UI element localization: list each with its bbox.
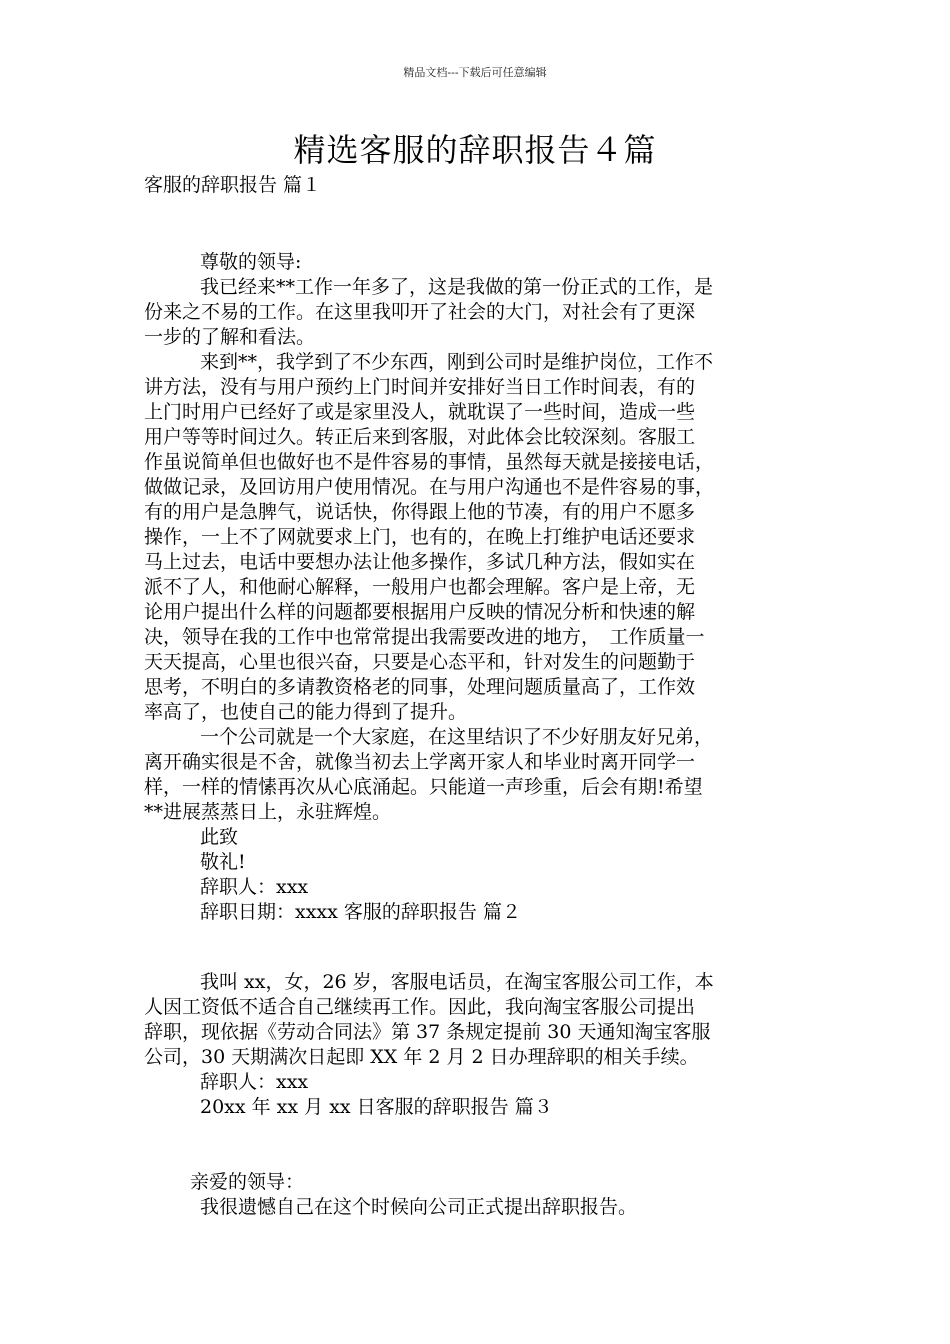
section-1 [144, 173, 824, 198]
paragraph-line: 有的用户是急脾气，说话快，你得跟上他的节凑，有的用户不愿多 [144, 501, 696, 523]
section-1-body [144, 250, 824, 925]
salutation: 尊敬的领导: [200, 251, 302, 273]
paragraph-line: 我已经来**工作一年多了，这是我做的第一份正式的工作，是 [200, 276, 714, 298]
paragraph-line: **进展蒸蒸日上，永驻辉煌。 [144, 801, 392, 823]
paragraph-line: 派不了人，和他耐心解释，一般用户也都会理解。客户是上帝，无 [144, 576, 696, 598]
paragraph-line: 一步的了解和看法。 [144, 326, 316, 348]
paragraph-line: 论用户提出什么样的问题都要根据用户反映的情况分析和快速的解 [144, 601, 696, 623]
paragraph-line: 用户等等时间过久。转正后来到客服，对此体会比较深刻。客服工 [144, 426, 696, 448]
paragraph-line: 天天提高，心里也很兴奋，只要是心态平和，针对发生的问题勤于 [144, 651, 696, 673]
signer-line: 辞职人：xxx [200, 876, 309, 898]
section-heading: 客服的辞职报告 篇１ [144, 174, 322, 196]
closing-line: 敬礼! [200, 851, 246, 873]
paragraph-line: 做做记录，及回访用户使用情况。在与用户沟通也不是件容易的事， [144, 476, 715, 498]
paragraph-line: 离开确实很是不舍，就像当初去上学离开家人和毕业时离开同学一 [144, 751, 696, 773]
paragraph-line: 来到**，我学到了不少东西，刚到公司时是维护岗位，工作不 [200, 351, 714, 373]
date-line: 20xx 年 xx 月 xx 日客服的辞职报告 篇３ [200, 1096, 553, 1118]
paragraph-line: 率高了，也使自己的能力得到了提升。 [144, 701, 468, 723]
paragraph-line: 人因工资低不适合自己继续再工作。因此，我向淘宝客服公司提出 [144, 996, 696, 1018]
paragraph-line: 作虽说简单但也做好也不是件容易的事情，虽然每天就是接接电话， [144, 451, 715, 473]
header-note: 精品文档---下载后可任意编辑 [403, 66, 547, 79]
signer-line: 辞职人：xxx [200, 1071, 309, 1093]
paragraph-line: 马上过去，电话中要想办法让他多操作，多试几种方法，假如实在 [144, 551, 696, 573]
paragraph-line: 份来之不易的工作。在这里我叩开了社会的大门，对社会有了更深 [144, 301, 696, 323]
paragraph-line: 思考，不明白的多请教资格老的同事，处理问题质量高了，工作效 [144, 676, 696, 698]
document-title: 精选客服的辞职报告４篇 [293, 131, 657, 169]
paragraph-line: 操作，一上不了网就要求上门，也有的，在晚上打维护电话还要求 [144, 526, 696, 548]
paragraph-line: 我叫 xx，女，26 岁，客服电话员，在淘宝客服公司工作，本 [200, 971, 714, 993]
paragraph-line: 上门时用户已经好了或是家里没人，就耽误了一些时间，造成一些 [144, 401, 696, 423]
paragraph-line: 一个公司就是一个大家庭，在这里结识了不少好朋友好兄弟， [200, 726, 714, 748]
section-3-body [144, 1170, 824, 1220]
paragraph-line: 辞职，现依据《劳动合同法》第 37 条规定提前 30 天通知淘宝客服 [144, 1021, 711, 1043]
section-2-body [144, 970, 824, 1120]
date-line: 辞职日期：xxxx 客服的辞职报告 篇２ [200, 901, 521, 923]
salutation: 亲爱的领导： [190, 1171, 305, 1193]
paragraph-line: 决，领导在我的工作中也常常提出我需要改进的地方， 工作质量一 [144, 626, 705, 648]
paragraph-line: 我很遗憾自己在这个时候向公司正式提出辞职报告。 [200, 1196, 638, 1218]
closing-line: 此致 [200, 826, 239, 848]
paragraph-line: 样，一样的情愫再次从心底涌起。只能道一声珍重，后会有期!希望 [144, 776, 703, 798]
paragraph-line: 公司，30 天期满次日起即 XX 年 2 月 2 日办理辞职的相关手续。 [144, 1046, 699, 1068]
paragraph-line: 讲方法，没有与用户预约上门时间并安排好当日工作时间表，有的 [144, 376, 696, 398]
